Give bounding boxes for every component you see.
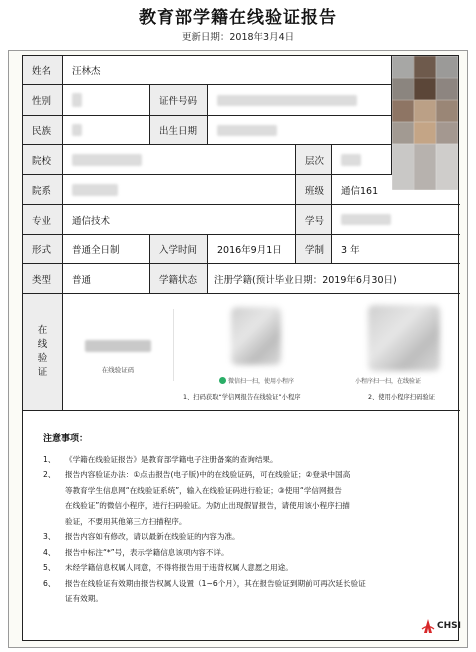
student-id-redacted	[341, 214, 391, 225]
department-value	[63, 175, 296, 205]
verify-divider	[173, 309, 174, 381]
birth-date-redacted	[217, 125, 277, 136]
note-item	[43, 467, 443, 529]
department-label: 院系	[23, 175, 63, 205]
notes-section	[43, 432, 443, 607]
note-line: 报告内容验证办法：①点击报告(电子版)中的在线验证码，可在线验证；②登录中国高	[65, 470, 351, 479]
report-title: 教育部学籍在线验证报告	[139, 8, 337, 28]
verify-label-char: 线	[37, 339, 48, 350]
name-label: 姓名	[23, 56, 63, 85]
school-value	[63, 145, 296, 175]
status-label: 学籍状态	[150, 264, 208, 294]
note-item	[43, 452, 443, 468]
gender-redacted	[72, 93, 82, 107]
note-line: 未经学籍信息权属人同意，不得将报告用于违背权属人意愿之用途。	[65, 563, 293, 572]
form-label: 形式	[23, 235, 63, 264]
notes-title: 注意事项：	[43, 434, 89, 444]
note-line: 报告中标注“*”号，表示学籍信息该项内容不详。	[65, 547, 229, 557]
ethnicity-label: 民族	[23, 116, 63, 145]
major-value: 通信技术	[63, 205, 296, 235]
level-value	[332, 145, 392, 175]
form-value: 普通全日制	[63, 235, 150, 264]
enroll-date-value: 2016年9月1日	[208, 235, 296, 264]
ethnicity-redacted	[72, 124, 82, 136]
birth-date-value	[208, 116, 392, 145]
note-number: 3、	[43, 532, 56, 541]
note-line: 验证，不要用其他第三方扫描程序。	[65, 516, 187, 526]
chsi-logo-icon	[421, 618, 435, 634]
student-id-value	[332, 205, 460, 235]
department-redacted	[72, 184, 118, 196]
level-redacted	[341, 154, 361, 166]
id-number-value	[208, 85, 392, 116]
update-date-label: 更新日期：	[181, 32, 230, 43]
update-date-value: 2018年3月4日	[229, 32, 295, 43]
verify-code-redacted	[85, 340, 151, 352]
student-photo	[392, 56, 458, 190]
id-number-redacted	[217, 95, 357, 106]
name-value: 汪林杰	[63, 56, 392, 85]
birth-date-label: 出生日期	[150, 116, 208, 145]
duration-value: 3 年	[332, 235, 460, 264]
note-number: 1、	[43, 454, 56, 464]
report-sheet	[22, 55, 459, 641]
major-label: 专业	[23, 205, 63, 235]
verify-code-link[interactable]	[63, 336, 173, 356]
verify-label-char: 在	[37, 325, 48, 336]
class-value: 通信161	[332, 175, 460, 205]
verify-label	[23, 294, 63, 411]
ethnicity-value	[63, 116, 150, 145]
note-item	[43, 576, 443, 607]
type-value: 普通	[63, 264, 150, 294]
gender-label: 性别	[23, 85, 63, 116]
miniapp-caption: 小程序扫一扫，在线验证	[355, 378, 422, 385]
note-line: 等教育学生信息网“在线验证系统”，输入在线验证码进行验证；③使用“学信网报告	[65, 485, 342, 495]
note-number: 4、	[43, 547, 56, 557]
wechat-caption	[219, 376, 294, 385]
verify-code-caption: 在线验证码	[101, 366, 135, 374]
note-line: 报告内容如有修改，请以最新在线验证的内容为准。	[65, 532, 240, 541]
note-line: 报告在线验证有效期由报告权属人设置（1~6个月），其在报告验证到期前可再次延长验证	[65, 578, 366, 588]
note-line: 证有效期。	[65, 594, 103, 603]
id-number-label: 证件号码	[150, 85, 208, 116]
wechat-caption-text: 微信扫一扫，使用小程序	[228, 378, 295, 385]
step-2: 2、使用小程序扫码验证	[368, 394, 435, 401]
level-label: 层次	[296, 145, 332, 175]
note-line: 《学籍在线验证报告》是教育部学籍电子注册备案的查询结果。	[65, 454, 278, 464]
chsi-logo-text: CHSI	[437, 621, 461, 631]
enroll-date-label: 入学时间	[150, 235, 208, 264]
type-label: 类型	[23, 264, 63, 294]
note-number: 2、	[43, 470, 56, 479]
note-item	[43, 529, 443, 545]
duration-label: 学制	[296, 235, 332, 264]
gender-value	[63, 85, 150, 116]
school-label: 院校	[23, 145, 63, 175]
miniapp-qr-code	[368, 305, 440, 371]
note-number: 5、	[43, 563, 56, 572]
wechat-icon	[219, 377, 226, 384]
verify-label-char: 证	[37, 367, 48, 378]
class-label: 班级	[296, 175, 332, 205]
verify-label-char: 验	[37, 353, 48, 364]
chsi-logo	[421, 618, 461, 634]
school-redacted	[72, 154, 142, 166]
update-date-line	[0, 29, 476, 43]
note-line: 在线验证”的微信小程序，进行扫码验证。为防止出现假冒报告，请使用该小程序扫描	[65, 501, 350, 510]
wechat-qr-code	[231, 307, 281, 365]
student-id-label: 学号	[296, 205, 332, 235]
status-value: 注册学籍(预计毕业日期：2019年6月30日)	[208, 264, 460, 294]
note-number: 6、	[43, 578, 56, 588]
note-item	[43, 545, 443, 561]
note-item	[43, 560, 443, 576]
step-1: 1、扫码获取“学信网报告在线验证”小程序	[183, 394, 301, 401]
